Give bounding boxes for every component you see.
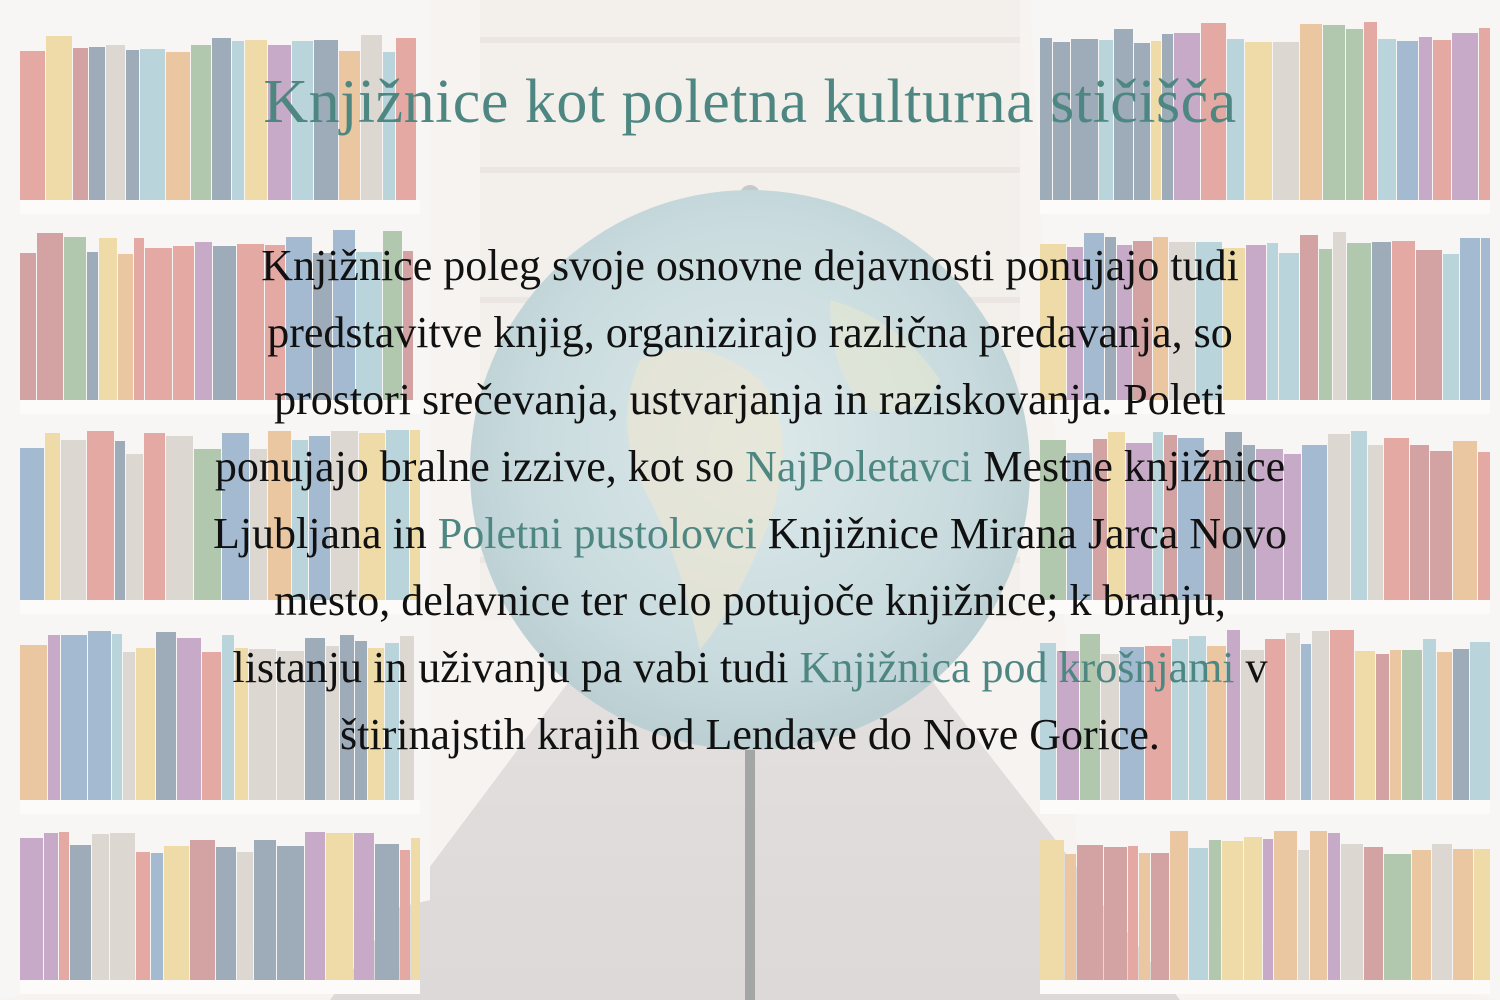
link-najpoletavci[interactable]: NajPoletavci — [745, 442, 973, 491]
paragraph-line: štirinajstih krajih od Lendave do Nove Gorice. — [340, 710, 1160, 759]
paragraph-line — [110, 500, 1390, 567]
link-knjiznica-pod-krosnjami[interactable]: Knjižnica pod krošnjami — [799, 643, 1235, 692]
paragraph-line: mesto, delavnice ter celo potujoče knjižnice; k branju, — [274, 576, 1226, 625]
link-poletni-pustolovci[interactable]: Poletni pustolovci — [437, 509, 757, 558]
paragraph-line: prostori srečevanja, ustvarjanja in raziskovanja. Poleti — [274, 375, 1226, 424]
paragraph-line — [110, 433, 1390, 500]
paragraph-text: listanju in uživanju pa vabi tudi — [232, 643, 800, 692]
paragraph-text: Mestne knjižnice — [972, 442, 1286, 491]
paragraph-line: Knjižnice poleg svoje osnovne dejavnosti ponujajo tudi — [261, 241, 1239, 290]
body-paragraph — [110, 232, 1390, 768]
paragraph-text: Knjižnice Mirana Jarca Novo — [756, 509, 1288, 558]
paragraph-text: Ljubljana in — [212, 509, 438, 558]
paragraph-text: v — [1234, 643, 1268, 692]
paragraph-line — [110, 634, 1390, 701]
paragraph-text: ponujajo bralne izzive, kot so — [214, 442, 746, 491]
paragraph-line: predstavitve knjig, organizirajo različna predavanja, so — [267, 308, 1233, 357]
page-title: Knjižnice kot poletna kulturna stičišča — [263, 68, 1237, 136]
